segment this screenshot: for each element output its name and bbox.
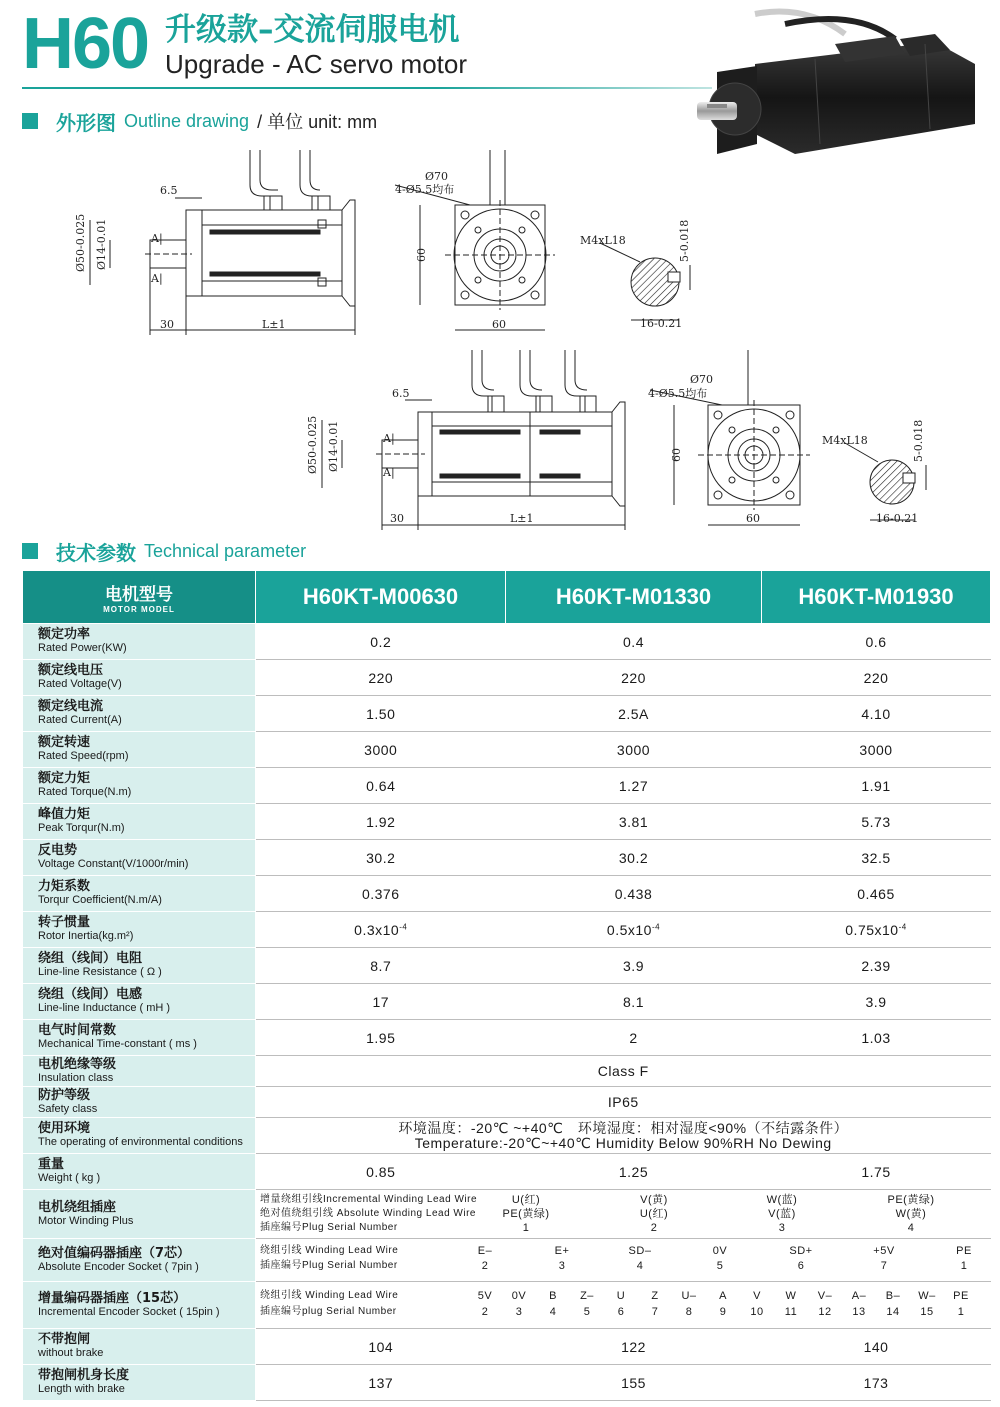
- incremental-plug-number: 7: [651, 1306, 659, 1318]
- dim-60-h: 60: [415, 248, 428, 262]
- param-label: 绕组（线间）电阻 Line-line Resistance ( Ω ): [23, 948, 256, 984]
- tech-section-title: [22, 537, 314, 565]
- param-value: 17: [256, 984, 506, 1020]
- section-a-bottom-b: A|: [383, 466, 395, 479]
- incremental-wire: U: [616, 1290, 626, 1302]
- length-value: 104: [256, 1329, 506, 1365]
- dim-6-5: 6.5: [160, 184, 178, 197]
- dim-30: 30: [160, 318, 174, 331]
- dim-key-16: 16-0.21: [640, 317, 683, 330]
- param-value: $0.75x10^{-4}$: [762, 912, 991, 948]
- model-title: H60: [22, 4, 149, 84]
- side-view-brake: [322, 350, 625, 530]
- incremental-plug-number: 4: [549, 1306, 557, 1318]
- param-value: 8.7: [256, 948, 506, 984]
- exponent: -4: [651, 921, 661, 931]
- weight-value: 1.25: [506, 1154, 762, 1190]
- incremental-wire: V–: [817, 1290, 833, 1302]
- param-value: 1.03: [762, 1020, 991, 1056]
- winding-plug-number: 4: [907, 1222, 915, 1234]
- table-row: [23, 1329, 991, 1365]
- table-row: [23, 804, 991, 840]
- absolute-wire: 0V: [712, 1245, 728, 1257]
- tech-title-cn: 技术参数: [56, 540, 136, 565]
- param-value: 30.2: [506, 840, 762, 876]
- incremental-wire: V: [753, 1290, 761, 1302]
- dim-flange: Ø50-0.025: [74, 213, 87, 272]
- spec-table: [22, 570, 991, 1401]
- param-value: $0.3x10^{-4}$: [256, 912, 506, 948]
- absolute-plug-number: 6: [797, 1260, 805, 1272]
- model-2: H60KT-M01330: [506, 571, 762, 624]
- incremental-grid: [256, 1282, 991, 1328]
- weight-value: 0.85: [256, 1154, 506, 1190]
- incremental-wire: 5V: [477, 1290, 493, 1302]
- param-value: 0.2: [256, 624, 506, 660]
- dim-6-5-b: 6.5: [392, 387, 410, 400]
- param-value: 1.91: [762, 768, 991, 804]
- incremental-wire: W–: [918, 1290, 936, 1302]
- param-label: 额定转速 Rated Speed(rpm): [23, 732, 256, 768]
- front-view-standard: [395, 150, 555, 330]
- param-label: 额定线电流 Rated Current(A): [23, 696, 256, 732]
- incremental-wire: U–: [681, 1290, 697, 1302]
- param-value: 1.95: [256, 1020, 506, 1056]
- absolute-key: 绕组引线 Winding Lead Wire: [260, 1245, 399, 1256]
- param-value: 32.5: [762, 840, 991, 876]
- param-label: 力矩系数 Torqur Coefficient(N.m/A): [23, 876, 256, 912]
- param-value: 5.73: [762, 804, 991, 840]
- absolute-wire: SD–: [628, 1245, 652, 1257]
- absolute-wire: PE: [956, 1245, 972, 1257]
- param-value: $0.5x10^{-4}$: [506, 912, 762, 948]
- param-value: 2.39: [762, 948, 991, 984]
- length-value: 137: [256, 1365, 506, 1401]
- winding-key: 绝对值绕组引线 Absolute Winding Lead Wire: [260, 1208, 476, 1219]
- winding-wire-a: W(蓝): [766, 1194, 798, 1206]
- param-value: 1.92: [256, 804, 506, 840]
- length-value: 140: [762, 1329, 991, 1365]
- dim-thread-b: M4xL18: [822, 434, 868, 447]
- incremental-plug-number: 2: [481, 1306, 489, 1318]
- param-value: 30.2: [256, 840, 506, 876]
- table-header-row: [23, 571, 991, 624]
- param-value: 0.4: [506, 624, 762, 660]
- table-row: [23, 1154, 991, 1190]
- title-english: Upgrade - AC servo motor: [165, 49, 468, 79]
- incremental-wire: Z–: [580, 1290, 594, 1302]
- table-row: [23, 768, 991, 804]
- outline-unit: / 单位 unit: mm: [257, 112, 378, 132]
- weight-label: 重量 Weight ( kg ): [23, 1154, 256, 1190]
- dim-key-5-b: 5-0.018: [912, 419, 925, 462]
- param-value: 0.6: [762, 624, 991, 660]
- param-value: 2.5A: [506, 696, 762, 732]
- table-row: [23, 1118, 991, 1154]
- incremental-wire: B: [549, 1290, 557, 1302]
- winding-label: 电机绕组插座 Motor Winding Plus: [23, 1190, 256, 1239]
- param-value: 0.438: [506, 876, 762, 912]
- param-value: 0.64: [256, 768, 506, 804]
- incremental-key: 绕组引线 Winding Lead Wire: [260, 1290, 399, 1301]
- param-value: 220: [762, 660, 991, 696]
- motor-model-header: 电机型号 MOTOR MODEL: [23, 571, 256, 624]
- incremental-encoder-label: 增量编码器插座（15芯） Incremental Encoder Socket ( 15pin ): [23, 1282, 256, 1329]
- winding-plug-number: 2: [650, 1222, 658, 1234]
- winding-wire-b: W(黄): [895, 1208, 927, 1220]
- param-value: 1.50: [256, 696, 506, 732]
- absolute-plug-number: 1: [960, 1260, 968, 1272]
- dim-30-b: 30: [390, 512, 404, 525]
- param-label: 电气时间常数 Mechanical Time-constant ( ms ): [23, 1020, 256, 1056]
- shaft-section-standard: [600, 243, 690, 320]
- incremental-wire: Z: [651, 1290, 659, 1302]
- dim-60-h-b: 60: [670, 448, 683, 462]
- absolute-key: 插座编号Plug Serial Number: [260, 1260, 398, 1271]
- incremental-wire: A: [719, 1290, 727, 1302]
- absolute-wire: SD+: [789, 1245, 813, 1257]
- front-view-brake: [650, 350, 810, 525]
- table-row: [23, 984, 991, 1020]
- param-value: 220: [256, 660, 506, 696]
- absolute-plug-number: 3: [558, 1260, 566, 1272]
- param-value: 220: [506, 660, 762, 696]
- incremental-plug-number: 3: [515, 1306, 523, 1318]
- table-row: [23, 1020, 991, 1056]
- param-value: 4.10: [762, 696, 991, 732]
- incremental-wire: A–: [851, 1290, 867, 1302]
- dim-70: Ø70: [425, 170, 449, 183]
- table-row: [23, 624, 991, 660]
- incremental-wire: W: [785, 1290, 797, 1302]
- length-value: 173: [762, 1365, 991, 1401]
- param-value: 3000: [762, 732, 991, 768]
- absolute-grid: [256, 1239, 991, 1281]
- no-brake-label: 不带抱闸 without brake: [23, 1329, 256, 1365]
- table-row: [23, 912, 991, 948]
- winding-plug-number: 1: [522, 1222, 530, 1234]
- dim-shaft: Ø14-0.01: [95, 218, 108, 270]
- side-view-standard: [90, 150, 355, 335]
- length-value: 122: [506, 1329, 762, 1365]
- param-label: 额定力矩 Rated Torque(N.m): [23, 768, 256, 804]
- absolute-wire: E+: [554, 1245, 570, 1257]
- dim-length-b: L±1: [510, 512, 534, 525]
- model-3: H60KT-M01930: [762, 571, 991, 624]
- insulation-value: Class F: [256, 1056, 991, 1087]
- absolute-encoder-label: 绝对值编码器插座（7芯） Absolute Encoder Socket ( 7pin ): [23, 1239, 256, 1282]
- winding-wire-b: U(红): [639, 1208, 669, 1220]
- winding-wire-b: PE(黄绿): [502, 1208, 550, 1220]
- section-a-bottom: A|: [151, 272, 163, 285]
- section-marker: [22, 113, 38, 129]
- model-1: H60KT-M00630: [256, 571, 506, 624]
- incremental-plug-number: 9: [719, 1306, 727, 1318]
- table-row: [23, 948, 991, 984]
- table-row: [23, 876, 991, 912]
- absolute-encoder-value: [256, 1239, 991, 1282]
- param-value: 3000: [256, 732, 506, 768]
- incremental-plug-number: 15: [920, 1306, 934, 1318]
- winding-wire-a: PE(黄绿): [887, 1194, 935, 1206]
- protection-value: IP65: [256, 1087, 991, 1118]
- param-value: 1.27: [506, 768, 762, 804]
- table-row: [23, 1087, 991, 1118]
- header-divider: [22, 87, 712, 89]
- table-row: [23, 660, 991, 696]
- incremental-plug-number: 6: [617, 1306, 625, 1318]
- winding-wire-a: U(红): [511, 1194, 541, 1206]
- dim-key-16-b: 16-0.21: [876, 512, 919, 525]
- section-a-top: A|: [151, 232, 163, 245]
- protection-label: 防护等级 Safety class: [23, 1087, 256, 1118]
- incremental-wire: PE: [953, 1290, 969, 1302]
- param-label: 额定功率 Rated Power(KW): [23, 624, 256, 660]
- param-label: 反电势 Voltage Constant(V/1000r/min): [23, 840, 256, 876]
- param-value: 2: [506, 1020, 762, 1056]
- absolute-wire: E–: [477, 1245, 493, 1257]
- winding-wire-a: V(黄): [640, 1194, 668, 1206]
- dim-60-w: 60: [492, 318, 506, 331]
- incremental-plug-number: 8: [685, 1306, 693, 1318]
- winding-grid: [256, 1190, 991, 1238]
- table-row: [23, 1282, 991, 1329]
- param-value: 3.9: [506, 948, 762, 984]
- outline-section-title: [22, 107, 377, 135]
- absolute-plug-number: 4: [636, 1260, 644, 1272]
- with-brake-label: 带抱闸机身长度 Length with brake: [23, 1365, 256, 1401]
- winding-wire-b: V(蓝): [768, 1208, 796, 1220]
- absolute-plug-number: 5: [716, 1260, 724, 1272]
- absolute-plug-number: 2: [481, 1260, 489, 1272]
- param-label: 转子惯量 Rotor Inertia(kg.m²): [23, 912, 256, 948]
- incremental-wire: B–: [885, 1290, 901, 1302]
- weight-value: 1.75: [762, 1154, 991, 1190]
- winding-value: [256, 1190, 991, 1239]
- winding-key: 插座编号Plug Serial Number: [260, 1222, 398, 1233]
- environment-label: 使用环境 The operating of environmental conditions: [23, 1118, 256, 1154]
- section-a-top-b: A|: [383, 432, 395, 445]
- param-value: 3.9: [762, 984, 991, 1020]
- dim-length: L±1: [262, 318, 286, 331]
- dim-thread: M4xL18: [580, 234, 626, 247]
- param-label: 峰值力矩 Peak Torqur(N.m): [23, 804, 256, 840]
- dim-70-b: Ø70: [690, 373, 714, 386]
- outline-drawings: [0, 140, 1000, 530]
- table-row: [23, 1365, 991, 1401]
- dim-holes-b: 4-Ø5.5均布: [648, 387, 708, 400]
- param-value: 0.376: [256, 876, 506, 912]
- incremental-plug-number: 1: [957, 1306, 965, 1318]
- table-row: [23, 732, 991, 768]
- exponent: -4: [399, 921, 408, 931]
- param-label: 绕组（线间）电感 Line-line Inductance ( mH ): [23, 984, 256, 1020]
- incremental-encoder-value: [256, 1282, 991, 1329]
- param-value: 3000: [506, 732, 762, 768]
- incremental-plug-number: 12: [818, 1306, 832, 1318]
- param-value: 3.81: [506, 804, 762, 840]
- outline-title-cn: 外形图: [56, 110, 116, 135]
- param-label: 额定线电压 Rated Voltage(V): [23, 660, 256, 696]
- insulation-label: 电机绝缘等级 Insulation class: [23, 1056, 256, 1087]
- absolute-plug-number: 7: [880, 1260, 888, 1272]
- environment-value: 环境温度：-20℃ ~+40℃ 环境湿度：相对湿度<90%（不结露条件） Temperature:-20℃~+40℃ Humidity Below 90%RH No Dewing: [256, 1118, 991, 1154]
- tech-title-en: Technical parameter: [144, 540, 307, 561]
- table-row: [23, 840, 991, 876]
- outline-title-en: Outline drawing: [124, 110, 250, 131]
- absolute-wire: +5V: [873, 1245, 895, 1257]
- dim-holes: 4-Ø5.5均布: [395, 183, 455, 196]
- table-row: [23, 696, 991, 732]
- dim-60-w-b: 60: [746, 512, 760, 525]
- param-value: 8.1: [506, 984, 762, 1020]
- dim-flange-b: Ø50-0.025: [306, 415, 319, 474]
- table-row: [23, 1190, 991, 1239]
- incremental-wire: 0V: [511, 1290, 527, 1302]
- table-row: [23, 1239, 991, 1282]
- table-row: [23, 1056, 991, 1087]
- dim-shaft-b: Ø14-0.01: [327, 420, 340, 472]
- exponent: -4: [898, 921, 907, 931]
- incremental-plug-number: 5: [583, 1306, 591, 1318]
- incremental-plug-number: 11: [784, 1306, 798, 1318]
- winding-plug-number: 3: [778, 1222, 786, 1234]
- incremental-plug-number: 13: [852, 1306, 866, 1318]
- incremental-plug-number: 14: [886, 1306, 900, 1318]
- dim-key-5: 5-0.018: [678, 219, 691, 262]
- section-marker: [22, 543, 38, 559]
- winding-key: 增量绕组引线Incremental Winding Lead Wire: [260, 1194, 478, 1205]
- incremental-plug-number: 10: [750, 1306, 764, 1318]
- param-value: 0.465: [762, 876, 991, 912]
- title-chinese: 升级款–交流伺服电机: [165, 12, 460, 48]
- incremental-key: 插座编号plug Serial Number: [260, 1306, 397, 1317]
- length-value: 155: [506, 1365, 762, 1401]
